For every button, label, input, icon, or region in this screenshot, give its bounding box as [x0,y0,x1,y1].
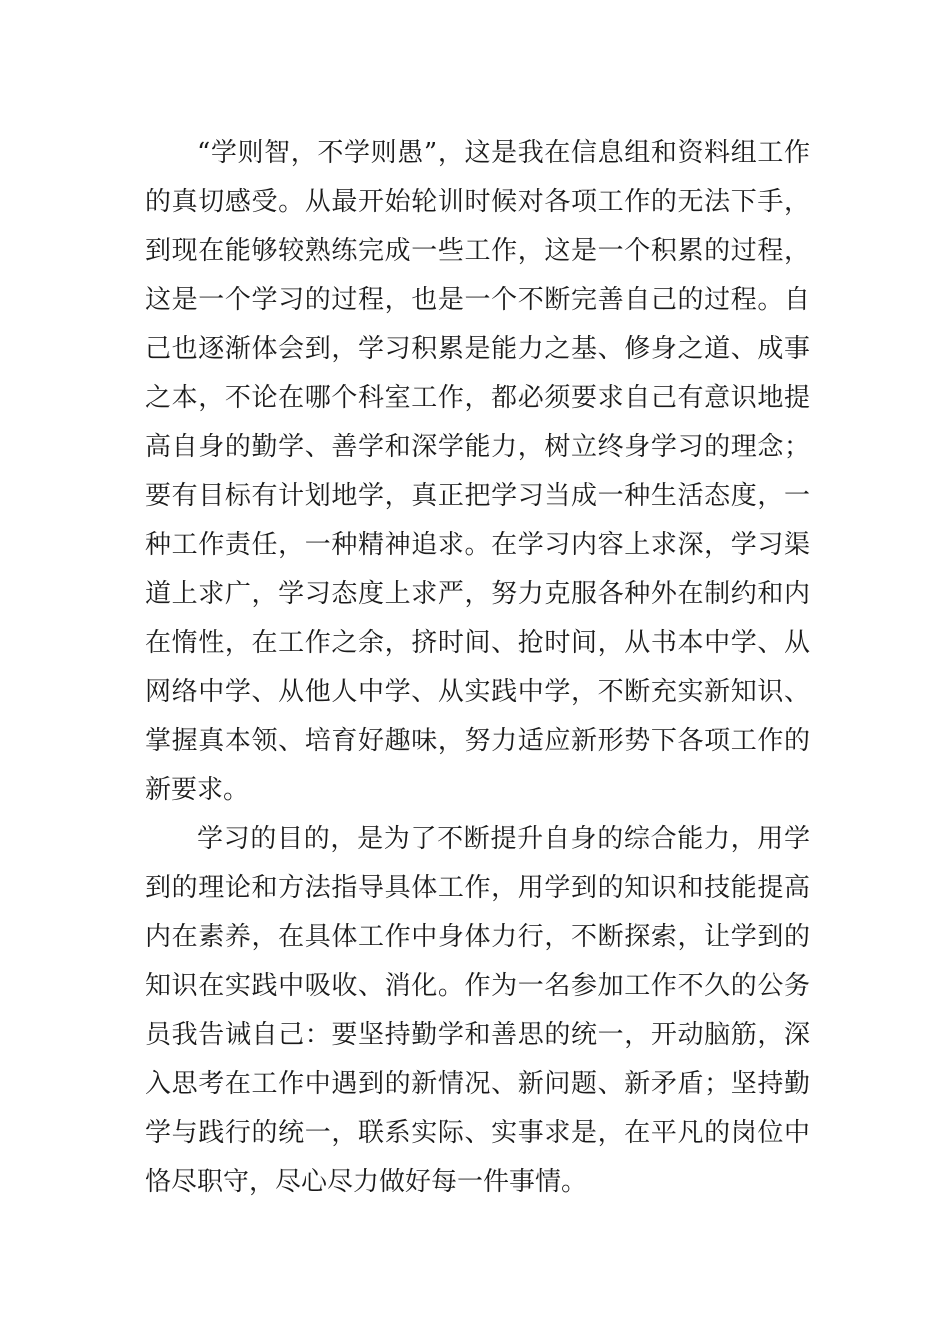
paragraph-2: 学习的目的，是为了不断提升自身的综合能力，用学到的理论和方法指导具体工作，用学到的知识和技能提高内在素养，在具体工作中身体力行，不断探索，让学到的知识在实践中吸收、消化。作为一名参加工作不久的公务员我告诫自己：要坚持勤学和善思的统一，开动脑筋，深入思考在工作中遇到的新情况、新问题、新矛盾；坚持勤学与践行的统一，联系实际、实事求是，在平凡的岗位中恪尽职守，尽心尽力做好每一件事情。 [145,824,810,1197]
paragraph-1: “学则智，不学则愚”，这是我在信息组和资料组工作的真切感受。从最开始轮训时候对各项工作的无法下手，到现在能够较熟练完成一些工作，这是一个积累的过程，这是一个学习的过程，也是一个不断完善自己的过程。自己也逐渐体会到，学习积累是能力之基、修身之道、成事之本，不论在哪个科室工作，都必须要求自己有意识地提高自身的勤学、善学和深学能力，树立终身学习的理念；要有目标有计划地学，真正把学习当成一种生活态度，一种工作责任，一种精神追求。在学习内容上求深，学习渠道上求广，学习态度上求严，努力克服各种外在制约和内在惰性，在工作之余，挤时间、抢时间，从书本中学、从网络中学、从他人中学、从实践中学，不断充实新知识、掌握真本领、培育好趣味，努力适应新形势下各项工作的新要求。 [145,138,810,805]
document-body [145,129,810,1207]
